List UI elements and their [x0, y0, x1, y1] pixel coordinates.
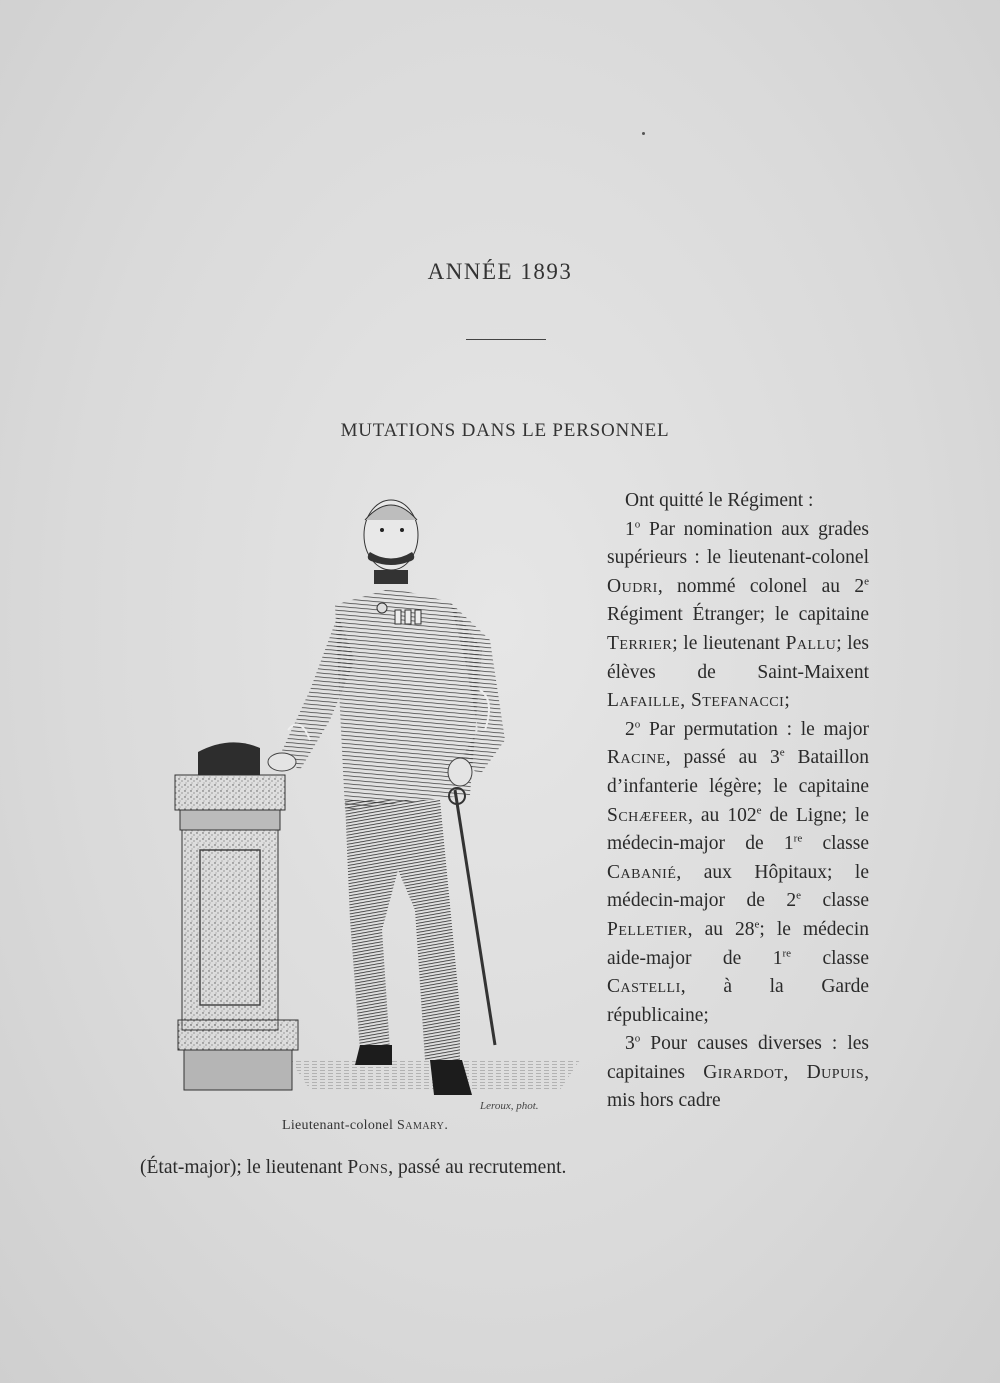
p2-name: Pelletier [607, 918, 688, 940]
p3-name: Girardot [703, 1061, 784, 1083]
p1-text: ; le lieutenant [672, 632, 786, 654]
p2-text: Par permutation : le major [640, 718, 869, 740]
p3-text: , [783, 1061, 807, 1083]
p2-sup: e [754, 918, 760, 931]
p2-name: Cabanié [607, 861, 677, 883]
p2-number: 2 [625, 718, 635, 740]
p2-text: classe [800, 890, 869, 912]
paragraph-1 [607, 516, 869, 716]
caption-prefix: Lieutenant-colonel [282, 1118, 397, 1133]
p1-name: Terrier [607, 632, 673, 654]
p2-sup: e [756, 804, 762, 817]
p2-text: , à la Garde républicaine; [607, 976, 869, 1026]
p3-name: Dupuis [806, 1061, 865, 1083]
p1-text: ; [784, 690, 790, 712]
p1-name: Lafaille, Stefanacci [607, 690, 785, 712]
p2-name: Schæfeer [607, 804, 688, 826]
p2-text: de Ligne; le médecin-major de 1 [607, 804, 870, 855]
paragraph-2 [607, 716, 869, 1031]
p2-sup: o [634, 718, 641, 731]
paragraph-3 [607, 1030, 869, 1116]
closing-text: (État-major); le lieutenant [140, 1157, 348, 1178]
p2-sup: e [796, 889, 801, 902]
p2-text: , au 102 [687, 804, 757, 826]
page-year-heading: ANNÉE 1893 [427, 259, 573, 284]
p2-text: Bataillon d’infanterie légère; le capitaine [607, 747, 869, 797]
p2-text: ; le médecin aide-major de 1 [607, 918, 869, 969]
p2-name: Racine [607, 747, 666, 769]
p2-text: , aux Hôpitaux; le médecin-major de 2 [607, 861, 869, 912]
p3-text: Pour causes diverses : les capitaines [607, 1033, 869, 1083]
photo-credit: Leroux, phot. [480, 1100, 539, 1112]
p2-name: Castelli [607, 976, 681, 998]
p3-text: , mis hors cadre [607, 1061, 870, 1112]
p3-number: 3 [625, 1033, 635, 1055]
intro-line: Ont quitté le Régiment : [625, 490, 814, 511]
p1-text: ; les élèves de Saint-Maixent [607, 632, 869, 683]
p2-text: , au 28 [687, 918, 755, 940]
p1-number: 1 [625, 518, 635, 540]
closing-line [140, 1154, 760, 1182]
p1-sup: e [864, 575, 869, 588]
p2-text: classe [802, 833, 869, 855]
stone-pedestal-icon [175, 775, 298, 1090]
p1-text: Régiment Étranger; le capitaine [607, 604, 869, 626]
p1-name: Oudri [607, 575, 658, 597]
p1-text: , nommé colonel au 2 [657, 575, 865, 597]
section-title: MUTATIONS DANS LE PERSONNEL [340, 420, 670, 441]
p2-text: classe [791, 947, 869, 969]
heading-rule [466, 339, 546, 340]
p3-sup: o [634, 1032, 641, 1045]
text-column [607, 487, 869, 1116]
figure-caption [282, 1118, 448, 1134]
portrait-engraving [160, 490, 590, 1105]
closing-name: Pons [347, 1157, 389, 1178]
ink-speck [642, 132, 645, 135]
p1-name: Pallu [785, 632, 837, 654]
closing-text: , passé au recrutement. [388, 1157, 567, 1178]
p1-text: Par nomination aux grades supérieurs : le lieutenant-colonel [607, 518, 869, 569]
p1-sup: o [634, 518, 641, 531]
p2-sup: e [779, 746, 785, 759]
p2-sup: re [793, 832, 803, 845]
p2-text: , passé au 3 [665, 747, 780, 769]
p2-sup: re [782, 947, 792, 959]
caption-name: Samary. [396, 1118, 449, 1133]
